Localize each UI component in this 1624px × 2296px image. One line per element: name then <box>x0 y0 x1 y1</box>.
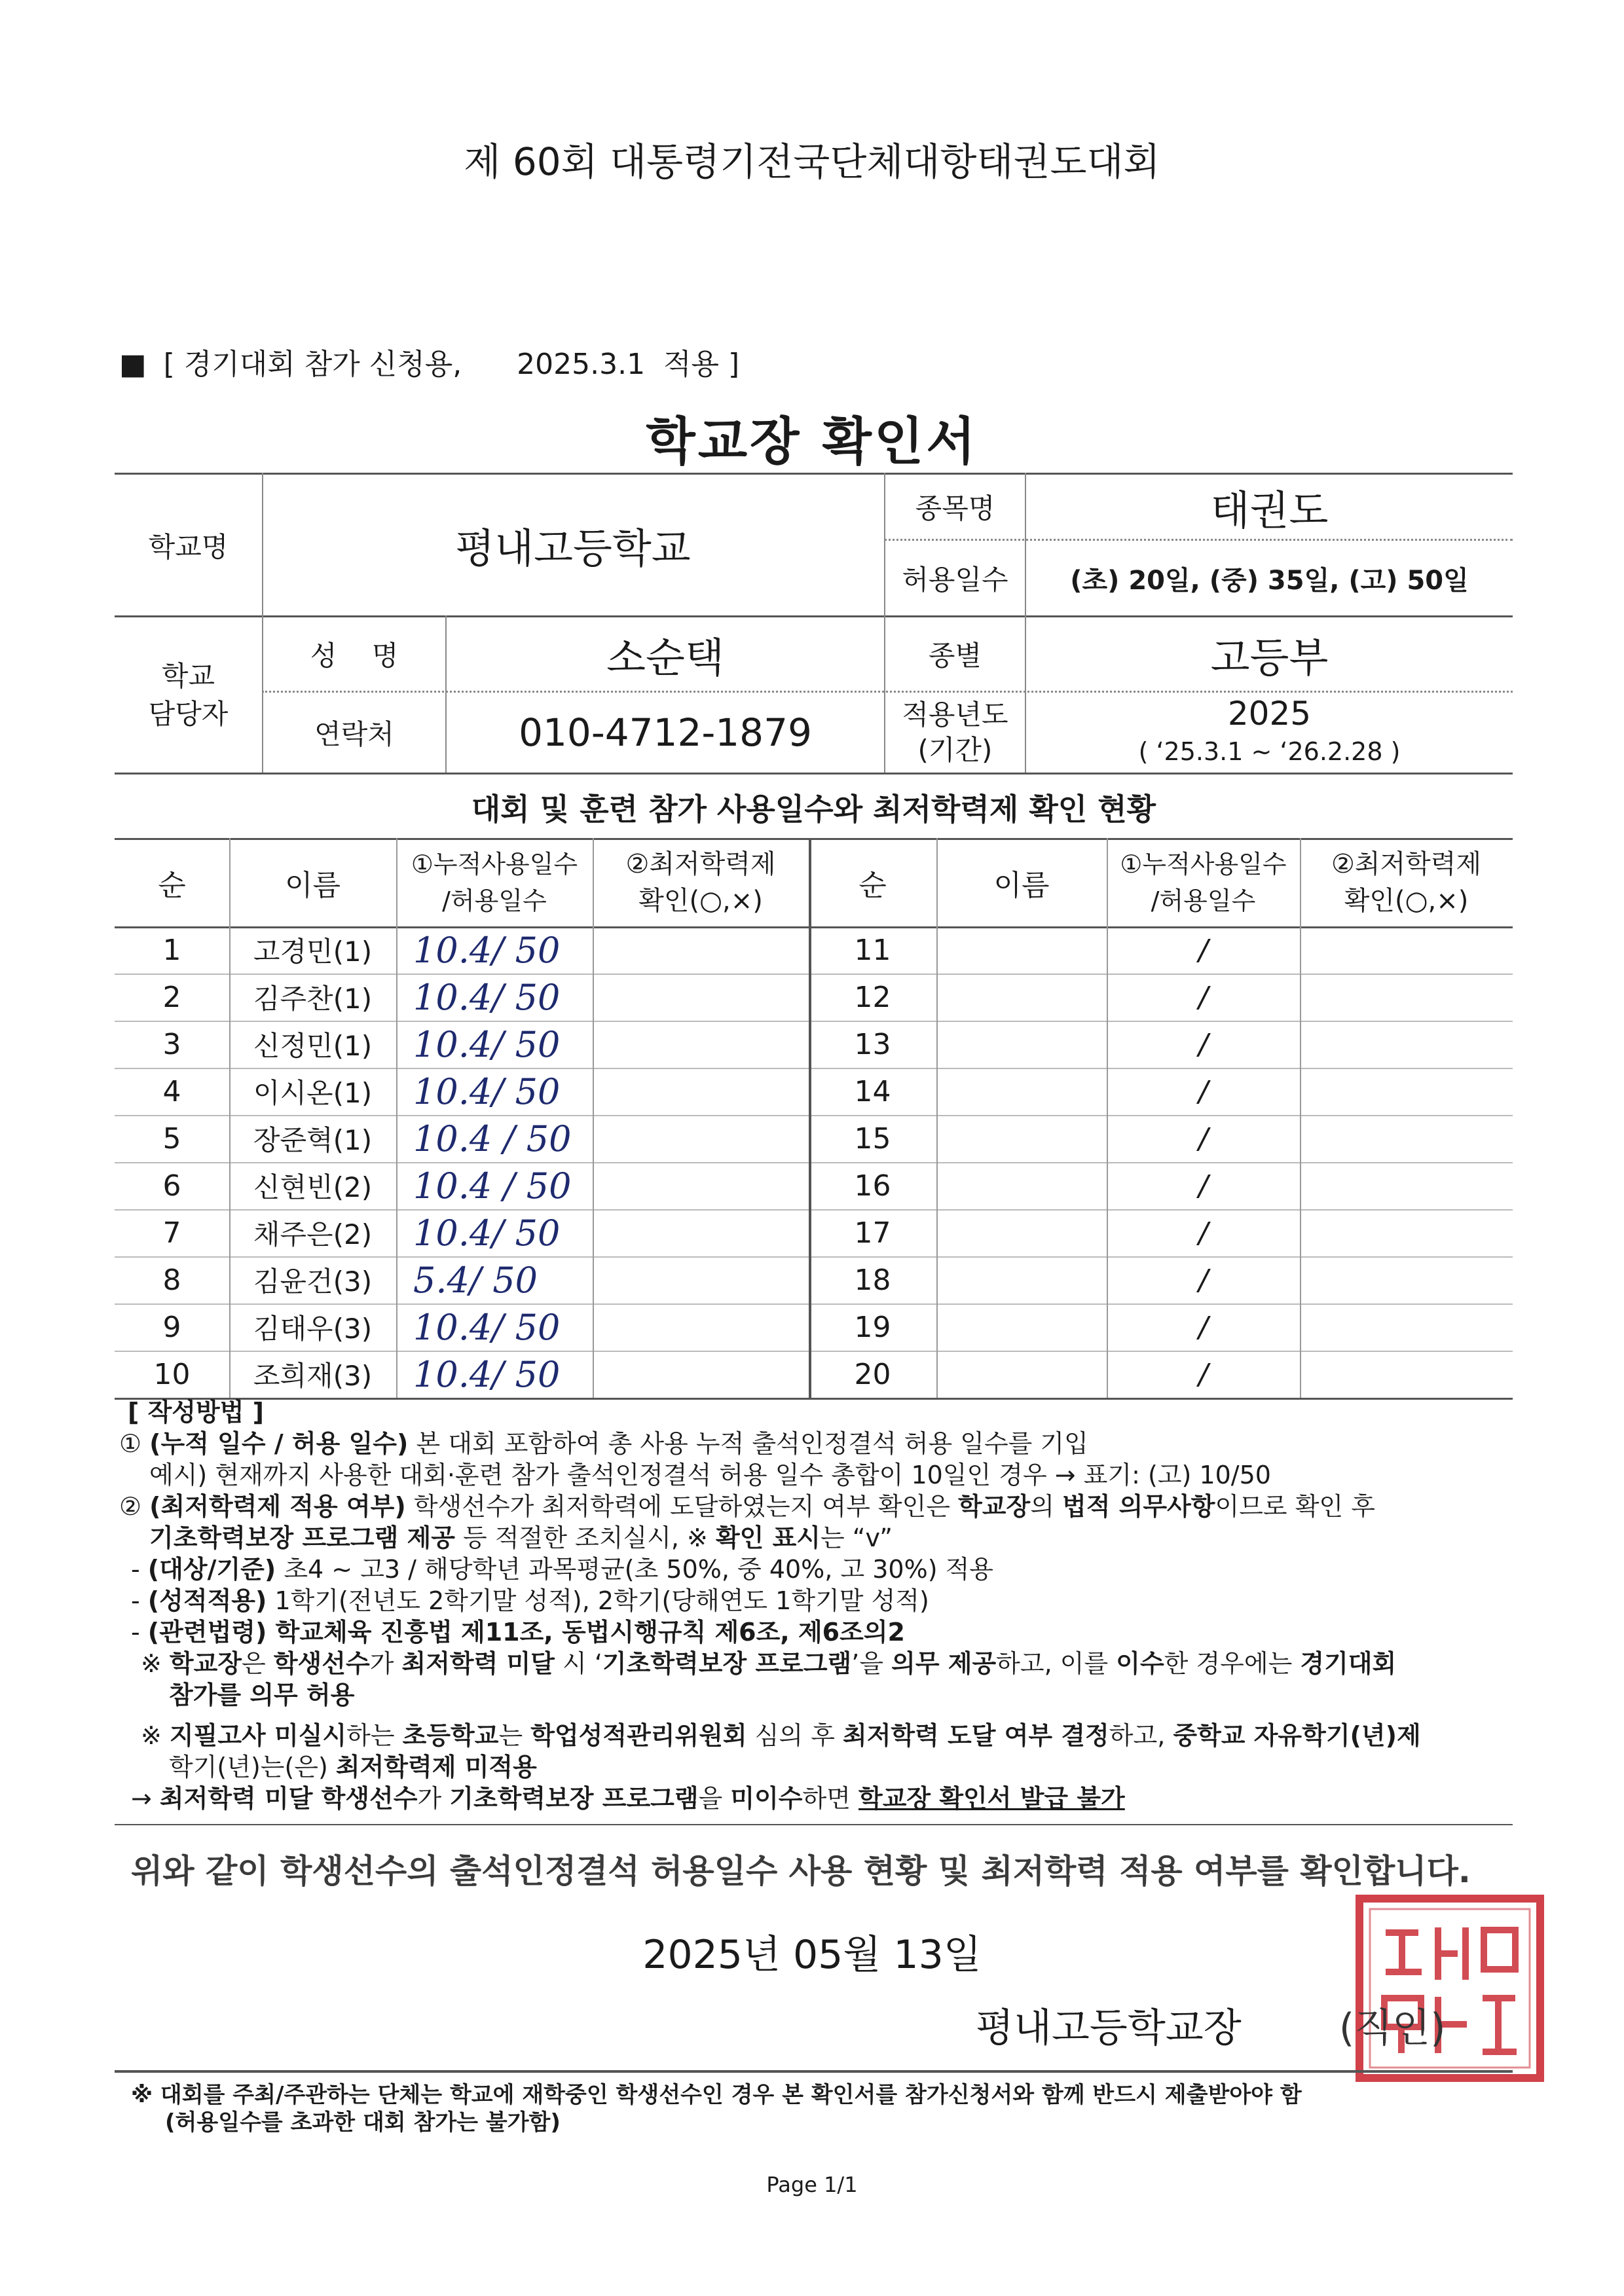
student-name: 김윤건(3) <box>253 1266 373 1298</box>
min-achievement-check[interactable] <box>593 1115 809 1162</box>
student-name: 고경민(1) <box>253 936 373 968</box>
row-number: 13 <box>854 1027 891 1061</box>
row-number: 4 <box>162 1074 181 1108</box>
student-name <box>936 974 1107 1021</box>
student-name: 김태우(3) <box>253 1313 373 1345</box>
header-days-line2: /허용일수 <box>442 886 547 915</box>
min-achievement-check[interactable] <box>1300 1256 1513 1303</box>
event-title: 제 60회 대통령기전국단체대항태권도대회 <box>464 139 1160 184</box>
status-title: 대회 및 훈련 참가 사용일수와 최저학력제 확인 현황 <box>471 792 1156 827</box>
used-days-entry[interactable]: / <box>1198 1074 1208 1108</box>
instruction-line: - (대상/기준) 초4 ~ 고3 / 해당학년 과목평균(초 50%, 중 40%, 고 30%) 적용 <box>131 1555 994 1584</box>
instruction-line: ① (누적 일수 / 허용 일수) 본 대회 포함하여 총 사용 누적 출석인정결석 허용 일수를 기입 <box>119 1429 1088 1458</box>
student-name: 신현빈(2) <box>253 1171 373 1203</box>
used-days-entry[interactable]: 10.4/ 50 <box>413 1070 561 1112</box>
info-bottom-border <box>115 773 1513 774</box>
min-achievement-check[interactable] <box>593 1256 809 1303</box>
used-days-entry[interactable]: / <box>1198 980 1208 1014</box>
row-number: 15 <box>854 1121 891 1156</box>
student-name: 채주은(2) <box>253 1218 373 1250</box>
student-name <box>936 1209 1107 1256</box>
document-title: 학교장 확인서 <box>646 412 978 471</box>
row-number: 5 <box>162 1121 181 1156</box>
year-label-line1: 적용년도 <box>902 699 1008 731</box>
min-achievement-check[interactable] <box>593 1351 809 1398</box>
min-achievement-check[interactable] <box>1300 1303 1513 1351</box>
footer-rule <box>115 2070 1513 2073</box>
min-achievement-check[interactable] <box>1300 1209 1513 1256</box>
instruction-line: - (관련법령) 학교체육 진흥법 제11조, 동법시행규칙 제6조, 제6조의2 <box>131 1618 905 1647</box>
used-days-entry[interactable]: 5.4/ 50 <box>413 1259 538 1301</box>
table-bottom-border <box>115 1398 1513 1400</box>
used-days-entry[interactable]: 10.4/ 50 <box>413 1212 561 1254</box>
used-days-entry[interactable]: 10.4 / 50 <box>413 1165 572 1207</box>
instructions-heading: [ 작성방법 ] <box>128 1398 265 1427</box>
student-name <box>936 1115 1107 1162</box>
school-value: 평내고등학교 <box>455 524 691 572</box>
principal-title: 평내고등학교장 <box>976 2005 1242 2051</box>
header-no: 순 <box>858 868 887 902</box>
header-check-line2: 확인(○,×) <box>638 885 763 916</box>
page-number: Page 1/1 <box>766 2172 858 2197</box>
used-days-entry[interactable]: 10.4/ 50 <box>413 976 561 1018</box>
header-check-line2: 확인(○,×) <box>1344 885 1469 916</box>
row-number: 2 <box>162 980 181 1014</box>
division-label: 종별 <box>928 640 982 672</box>
header-no: 순 <box>158 868 186 902</box>
min-achievement-check[interactable] <box>1300 1021 1513 1068</box>
footnote: ※ 대회를 주최/주관하는 단체는 학교에 재학중인 학생선수인 경우 본 확인서를 참가신청서와 함께 반드시 제출받아야 함 <box>131 2082 1302 2108</box>
form-note <box>119 340 739 382</box>
used-days-entry[interactable]: 10.4/ 50 <box>413 1306 561 1348</box>
header-name: 이름 <box>993 868 1050 902</box>
instruction-line: 참가를 의무 허용 <box>169 1681 355 1709</box>
confirmation-statement: 위와 같이 학생선수의 출석인정결석 허용일수 사용 현황 및 최저학력 적용 여부를 확인합니다. <box>131 1852 1471 1890</box>
seal-label: (직인) <box>1338 2005 1446 2051</box>
student-name <box>936 1021 1107 1068</box>
instruction-line: ※ 지필고사 미실시하는 초등학교는 학업성적관리위원회 심의 후 최저학력 도달 여부 결정하고, 중학교 자유학기(년)제 <box>141 1721 1421 1750</box>
used-days-entry[interactable]: / <box>1198 1027 1208 1061</box>
header-check <box>593 838 809 926</box>
used-days-entry[interactable]: 10.4/ 50 <box>413 929 561 971</box>
contact-label: 연락처 <box>314 718 394 750</box>
header-days <box>396 838 593 926</box>
row-number: 9 <box>162 1310 181 1344</box>
used-days-entry[interactable]: 10.4 / 50 <box>413 1118 572 1159</box>
used-days-entry[interactable]: / <box>1198 1216 1208 1250</box>
used-days-entry[interactable]: / <box>1198 1310 1208 1344</box>
row-number: 14 <box>854 1074 891 1108</box>
manager-label <box>115 617 262 773</box>
min-achievement-check[interactable] <box>1300 1162 1513 1209</box>
year-label <box>885 693 1025 773</box>
row-number: 11 <box>854 933 891 967</box>
min-achievement-check[interactable] <box>1300 1068 1513 1115</box>
min-achievement-check[interactable] <box>593 1303 809 1351</box>
manager-label-line1: 학교 <box>161 659 215 692</box>
year-value <box>1026 693 1513 773</box>
row-number: 17 <box>854 1216 891 1250</box>
used-days-entry[interactable]: 10.4/ 50 <box>413 1353 561 1395</box>
min-achievement-check[interactable] <box>1300 1115 1513 1162</box>
min-achievement-check[interactable] <box>593 926 809 974</box>
school-label: 학교명 <box>148 530 229 563</box>
sport-label: 종목명 <box>915 492 995 524</box>
min-achievement-check[interactable] <box>593 974 809 1021</box>
row-number: 19 <box>854 1310 891 1344</box>
used-days-entry[interactable]: / <box>1198 1169 1208 1203</box>
instruction-line: 예시) 현재까지 사용한 대회·훈련 참가 출석인정결석 허용 일수 총합이 10일인 경우 → 표기: (고) 10/50 <box>149 1461 1271 1489</box>
min-achievement-check[interactable] <box>593 1021 809 1068</box>
issue-date: 2025년 05월 13일 <box>642 1932 982 1978</box>
student-name: 이시온(1) <box>253 1077 373 1109</box>
year-value-text: 2025 <box>1227 695 1312 733</box>
header-days-line2: /허용일수 <box>1151 886 1256 915</box>
year-label-line2: (기간) <box>917 734 993 766</box>
min-achievement-check[interactable] <box>593 1162 809 1209</box>
instruction-line: ※ 학교장은 학생선수가 최저학력 미달 시 ‘기초학력보장 프로그램’을 의무 제공하고, 이를 이수한 경우에는 경기대회 <box>141 1649 1397 1678</box>
instruction-line: 기초학력보장 프로그램 제공 등 적절한 조치실시, ※ 확인 표시는 “v” <box>149 1523 893 1552</box>
student-name <box>936 1256 1107 1303</box>
min-achievement-check[interactable] <box>1300 926 1513 974</box>
row-number: 7 <box>162 1216 181 1250</box>
student-name <box>936 1351 1107 1398</box>
square-bullet-icon: ■ <box>119 348 147 381</box>
principal-signature <box>976 1997 1446 2053</box>
manager-label-line2: 담당자 <box>148 697 229 730</box>
instructions-bottom-rule <box>115 1824 1513 1825</box>
header-days <box>1107 838 1300 926</box>
manager-name-value: 소순택 <box>606 633 724 682</box>
used-days-entry[interactable]: / <box>1198 1357 1208 1391</box>
student-name: 신정민(1) <box>253 1030 373 1062</box>
student-name: 장준혁(1) <box>253 1124 373 1156</box>
student-name <box>936 1303 1107 1351</box>
row-number: 8 <box>162 1263 181 1297</box>
contact-value: 010-4712-1879 <box>519 710 812 755</box>
name-label: 성 명 <box>310 640 399 672</box>
instruction-line: ② (최저학력제 적용 여부) 학생선수가 최저학력에 도달하였는지 여부 확인은 학교장의 법적 의무사항이므로 확인 후 <box>119 1492 1375 1521</box>
row-number: 6 <box>162 1169 181 1203</box>
used-days-entry[interactable]: 10.4/ 50 <box>413 1023 561 1065</box>
min-achievement-check[interactable] <box>1300 974 1513 1021</box>
used-days-entry[interactable]: / <box>1198 933 1208 967</box>
row-number: 16 <box>854 1169 891 1203</box>
allowed-days-label: 허용일수 <box>902 564 1008 596</box>
row-number: 3 <box>162 1027 181 1061</box>
allowed-days-value: (초) 20일, (중) 35일, (고) 50일 <box>1070 565 1469 596</box>
student-name <box>936 1068 1107 1115</box>
instruction-line: → 최저학력 미달 학생선수가 기초학력보장 프로그램을 미이수하면 학교장 확인서 발급 불가 <box>131 1784 1125 1813</box>
student-name <box>936 1162 1107 1209</box>
header-days-line1: ①누적사용일수 <box>1120 849 1287 879</box>
row-number: 1 <box>162 933 181 967</box>
used-days-entry[interactable]: / <box>1198 1121 1208 1156</box>
min-achievement-check[interactable] <box>593 1068 809 1115</box>
header-check-line1: ②최저학력제 <box>1331 848 1482 879</box>
row-number: 18 <box>854 1263 891 1297</box>
official-seal-stamp <box>1354 1893 1545 2083</box>
row-number: 10 <box>153 1357 191 1391</box>
year-period-text: ( ‘25.3.1 ~ ‘26.2.28 ) <box>1138 737 1401 766</box>
row-number: 20 <box>854 1357 891 1391</box>
student-name <box>936 926 1107 974</box>
student-name: 김주찬(1) <box>253 983 373 1015</box>
student-name: 조희재(3) <box>253 1360 373 1392</box>
header-name: 이름 <box>284 868 341 902</box>
header-check-line1: ②최저학력제 <box>625 848 776 879</box>
header-check <box>1300 838 1513 926</box>
header-days-line1: ①누적사용일수 <box>411 849 578 879</box>
instruction-line: 학기(년)는(은) 최저학력제 미적용 <box>169 1753 537 1781</box>
sport-value: 태권도 <box>1210 486 1329 534</box>
used-days-entry[interactable]: / <box>1198 1263 1208 1297</box>
row-number: 12 <box>854 980 891 1014</box>
instruction-line: - (성적적용) 1학기(전년도 2학기말 성적), 2학기(당해연도 1학기말 성적) <box>131 1586 929 1615</box>
min-achievement-check[interactable] <box>1300 1351 1513 1398</box>
division-value: 고등부 <box>1210 633 1329 682</box>
footnote: (허용일수를 초과한 대회 참가는 불가함) <box>165 2109 561 2136</box>
form-note-text: [ 경기대회 참가 신청용, 2025.3.1 적용 ] <box>163 348 740 381</box>
min-achievement-check[interactable] <box>593 1209 809 1256</box>
